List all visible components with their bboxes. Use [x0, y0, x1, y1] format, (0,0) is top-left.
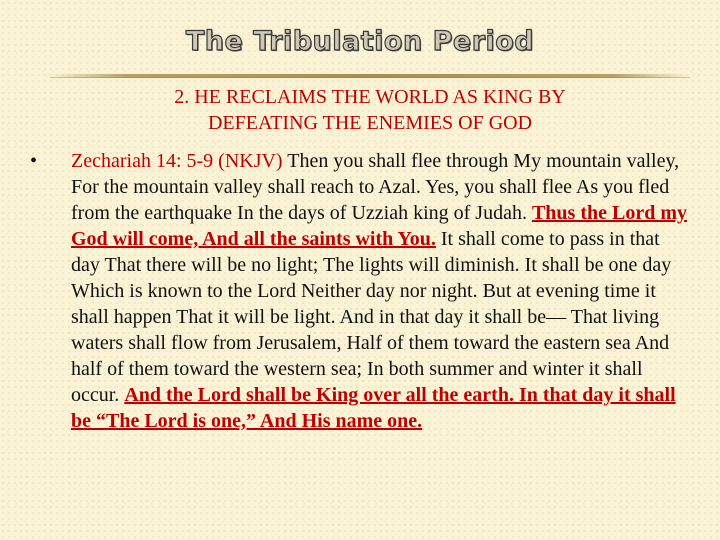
bullet-marker: •	[30, 150, 38, 172]
section-heading-line-1: 2. HE RECLAIMS THE WORLD AS KING BY	[174, 86, 566, 108]
scripture-reference: Zechariah 14: 5-9 (NKJV)	[71, 150, 283, 172]
section-heading	[0, 84, 720, 136]
slide-title: The Tribulation Period	[185, 26, 535, 57]
scripture-bullet	[30, 148, 690, 434]
scripture-passage-part-1: Then you shall flee through My mountain valley, For the mountain valley shall reach to Azal. Yes, you shall flee As you fled from the earthquake In the days of Uzziah king of Judah.	[71, 150, 680, 224]
scripture-text	[71, 148, 690, 434]
scripture-emphasis-2: And the Lord shall be King over all the earth. In that day it shall be “The Lord is one,” And His name one.	[71, 384, 676, 432]
scripture-emphasis-1: Thus the Lord my God will come, And all the saints with You.	[71, 202, 687, 250]
section-heading-line-2: DEFEATING THE ENEMIES OF GOD	[207, 112, 533, 134]
scripture-passage-part-2: It shall come to pass in that day That there will be no light; The lights will diminish. It shall be one day Which is known to the Lord Neither day nor night. But at evening time it shall happen That it will be light. And in that day it shall be— That living waters shall flow from Jerusalem, Half of them toward the eastern sea And half of them toward the western sea; In both summer and winter it shall occur.	[71, 228, 672, 406]
title-divider	[50, 74, 690, 78]
